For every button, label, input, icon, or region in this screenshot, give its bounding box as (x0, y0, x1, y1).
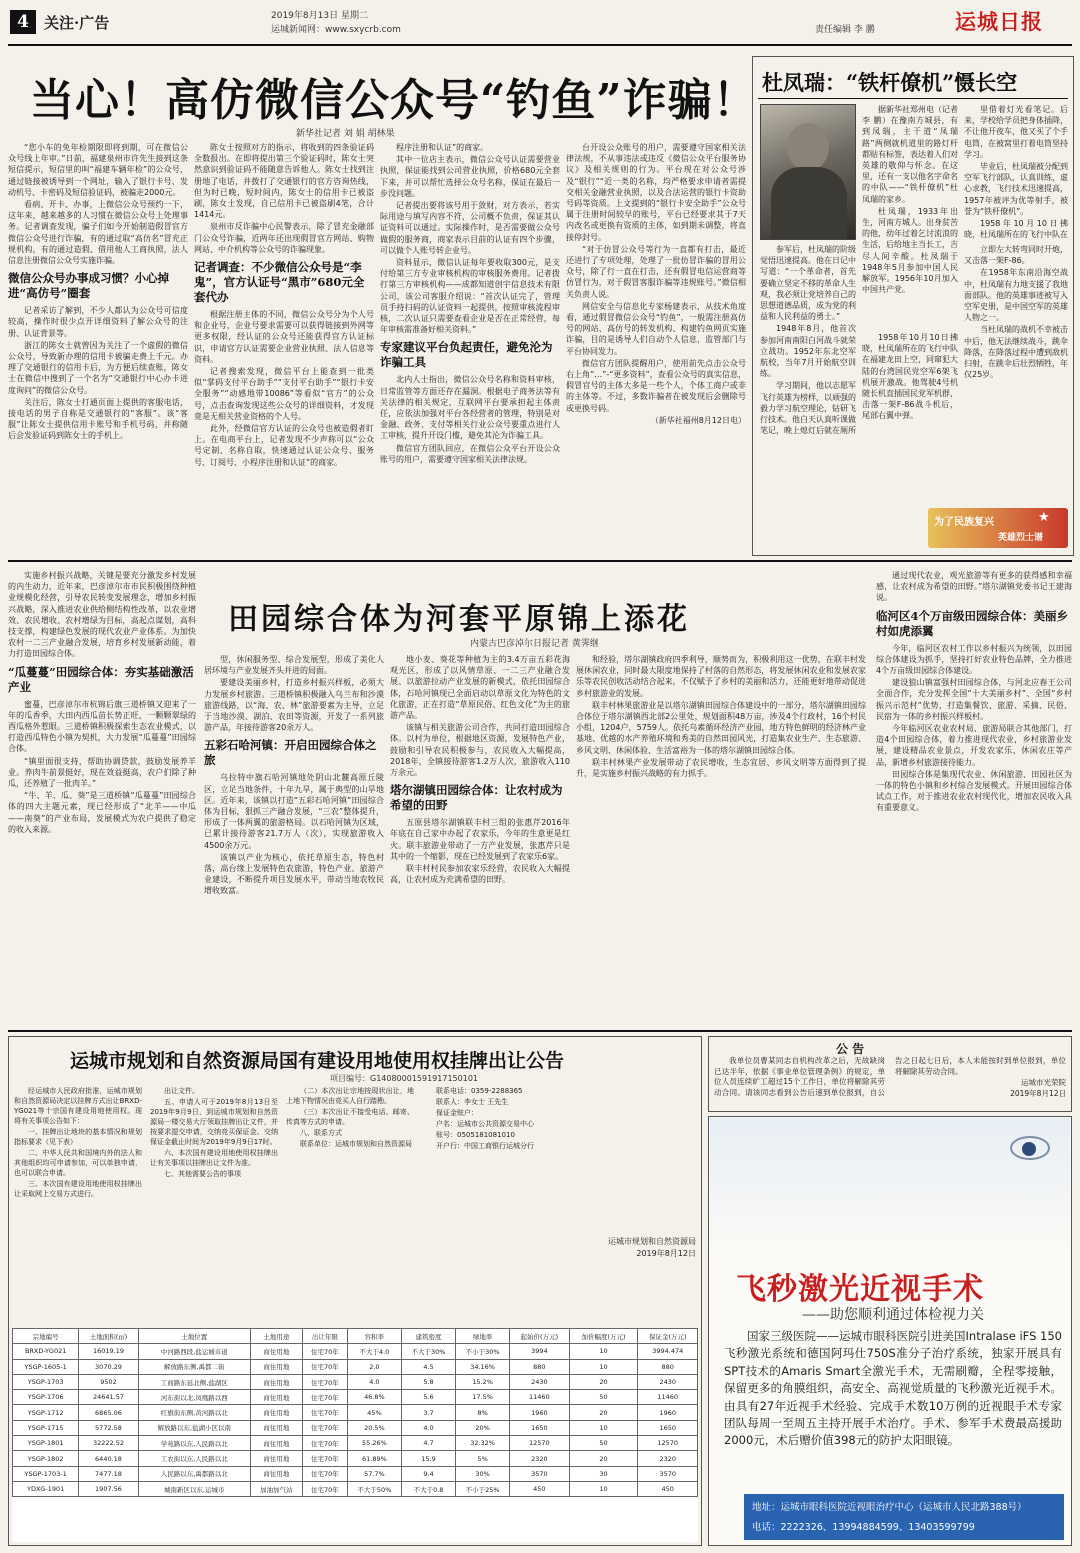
subheading: 塔尔湖镇田园综合体：让农村成为希望的田野 (390, 783, 563, 813)
table-row (13, 1451, 698, 1466)
website: 运城新闻网：www.sxycrb.com (271, 25, 401, 35)
table-cell: 解放路东侧,禹都二街 (138, 1359, 250, 1374)
story2-column-3 (576, 654, 866, 1025)
table-cell: 3994 (510, 1344, 569, 1359)
table-cell: 4.7 (401, 1436, 455, 1451)
auction-text-3 (286, 1086, 414, 1322)
table-cell: 34.16% (456, 1359, 510, 1374)
table-cell: 55.26% (347, 1436, 401, 1451)
feature-column-a (760, 244, 856, 550)
table-cell: 2.0 (347, 1359, 401, 1374)
column-header: 加价幅度(万元) (569, 1329, 638, 1344)
table-cell: 32222.52 (79, 1436, 138, 1451)
soldier-photo (760, 104, 856, 240)
editor-credit: 责任编辑 李 鹏 (815, 25, 875, 35)
table-cell: YSGP-1706 (13, 1390, 79, 1405)
paragraph: 资料显示，微信认证每年要收取300元，是支付给第三方专业审核机构的审核服务费用。记者拨打第三方审核机构——成都知道创宇信息技术有限公司，该公司客服介绍说：“首次认证完了，管理员手持扫码的认证资料一起提供，按照审核流程审核，二次认证只需要查看企业是否在正常经营，每年审核需准备好相关资料。” (380, 258, 560, 335)
auction-text-1 (14, 1086, 142, 1322)
banner-series: 英雄烈士谱 (998, 533, 1044, 543)
table-cell: 不大于30% (401, 1344, 455, 1359)
paragraph: 网信安全与信息化专家杨建表示，从技术角度看，通过假冒微信公众号“钓鱼”，一般需注册高仿号的网站、高仿号的转发机构、构建钓鱼网页实施诈骗，目的是诱导人们自动个人信息，监管部门与平台协同发力。 (566, 301, 746, 356)
table-cell: 9502 (79, 1374, 138, 1389)
table-cell: YDXG-1901 (13, 1481, 79, 1496)
table-cell: BRXD-YG021 (13, 1344, 79, 1359)
table-cell: 8% (456, 1405, 510, 1420)
land-parcel-table (12, 1328, 698, 1542)
table-cell: 不小于30% (456, 1344, 510, 1359)
paragraph: 浙江的陈女士就曾因为关注了一个虚假的微信公众号，导致新办理的信用卡被骗走费上千元。办理了交通银行的信用卡后，为方便后续查账，陈女士在微信中搜到了一个名为“交通银行中心办卡进度询问”的微信公众号。 (8, 340, 188, 395)
paragraph: 出让文件。 (164, 1087, 199, 1095)
story1-column-4 (566, 142, 746, 552)
story2-column-1 (204, 654, 384, 1025)
paragraph: 程序注册和认证”的商家。 (396, 143, 489, 152)
ad-body: 国家三级医院——运城市眼科医院引进美国Intralase iFS 150飞秒激光系统和德国阿玛仕750S准分子治疗系统，独家开展具有SPT技术的Amaris Smart全激光手术，无需刷瓣，全程零接触，保留更多的角膜组织，高安全、高视觉质量的飞秒激光近视手术。由具有27年近视手术经验、完成手术数10万例的近视眼手术专家团队每周一至周五主持开展手术治疗。手术、参军手术费最高援助2000元，术后赠价值398元的防护太阳眼镜。 (724, 1329, 1062, 1448)
paragraph: 开户行：中国工商银行运城分行 (436, 1142, 534, 1150)
table-cell: 商住用地 (250, 1374, 302, 1389)
table-cell: 城南新区以东,运城市 (138, 1481, 250, 1496)
table-cell: 商住用地 (250, 1359, 302, 1374)
paragraph: 账号：0505181081010 (436, 1131, 515, 1139)
ad-address: 地址：运城市眼科医院近视眼治疗中心（运城市人民北路388号） (752, 1502, 1027, 1513)
story2-byline: 内蒙古巴彦淖尔日报记者 黄霁继 (470, 639, 599, 649)
table-cell: 50 (569, 1390, 638, 1405)
paragraph: 今年，临河区农村工作以乡村振兴为统领，以田园综合体建设为抓手，坚持打好农业特色品牌，全力推进4个万亩级田园综合体建设。 (876, 643, 1072, 676)
table-cell: 10 (569, 1420, 638, 1435)
table-row (13, 1466, 698, 1481)
table-cell: 5.8 (401, 1374, 455, 1389)
paragraph: 毕业后，杜凤瑞被分配到空军飞行部队，认真训练，虚心求教，飞行技术迅速提高，1957年被评为优等射手，被誉为“铁杆僚机”。 (964, 162, 1068, 216)
paragraph: 据新华社郑州电（记者 李 鹏）在豫南方城县，有到凤瑞，主干道“凤瑞路”两侧就机道里的路灯杆都贴有标签，表达着人们对英雄的敬仰与怀念。在这里，还有一支以他名字命名的中队——“铁杆僚机”杜凤瑞的家乡。 (862, 105, 958, 204)
paragraph: 记者提出要将该号用于敛财，对方表示，若实际用途与填写内容不符，公司概不负责，保证其认证资料可以通过。实际操作时，是否需要做公众号做假的服务商，商家表示目前的认证有四个步骤，可以做个人账号转企业号。 (380, 201, 560, 255)
newspaper-logo: 运城日报 (955, 9, 1043, 34)
paragraph: 1948年8月，他首次参加河南南阳白河战斗就荣立战功。1952年东北空军航校，当年7月开始航空训练。 (760, 324, 856, 379)
table-cell: 6440.18 (79, 1451, 138, 1466)
table-row (13, 1481, 698, 1496)
table-cell: 57.7% (347, 1466, 401, 1481)
table-cell: 6865.06 (79, 1405, 138, 1420)
story1-column-3 (380, 142, 560, 552)
table-cell: 61.89% (347, 1451, 401, 1466)
story2-column-4 (876, 570, 1072, 1025)
table-cell: 3570 (638, 1466, 698, 1481)
table-cell: 880 (510, 1359, 569, 1374)
table-cell: 人民路以东,禹都路以北 (138, 1466, 250, 1481)
paragraph: 田园综合体是集现代农业、休闲旅游、田园社区为一体的特色小镇和乡村综合发展模式。开展田园综合体试点工作，对于推进农业农村现代化，增加农民收入具有重要意义。 (876, 769, 1072, 813)
paragraph: 陈女士按照对方的指示，将收到的四条验证码全数报出。在即将提出第三个验证码时，陈女士突然意识到验证码不能随意告诉他人。陈女士找到注册地了电话，并拨打了交通银行的官方咨询热线，但为时已晚，短时间内，陈女士的信用卡已被盗刷，陈女士发现，自己信用卡已被盗刷4笔，合计1414元。 (194, 143, 374, 220)
paragraph: 地小麦、葵花等种植为主的3.4万亩五彩花海观光区，形成了以风情草原、一二三产业融合发展、以旅游拉动产业发展的新模式，依托田园综合体，石哈河镇现已全面启动以草原文化为特色的文化旅游，正在打造“草原民俗、红色文化”为主的旅游产品。 (390, 655, 570, 721)
table-cell: 河东街以北,凤凰路以西 (138, 1390, 250, 1405)
table-cell: 10 (569, 1359, 638, 1374)
paragraph: “对于仿冒公众号等行为一直都有打击，最近还进行了专项处理，处理了一批仿冒诈骗的冒用公众号，除了行一直在打击，还有假冒电信运营商等仿冒行为，对于假冒客服诈骗等违规账号。”微信相关负责人说。 (566, 244, 746, 299)
table-cell: 5.6 (401, 1390, 455, 1405)
paragraph: 联丰村村民参加农家乐经营，农民收入大幅提高，让农村成为充满希望的田野。 (390, 864, 570, 885)
column-header: 出让年限 (302, 1329, 347, 1344)
table-cell: 住宅70年 (302, 1405, 347, 1420)
story1-column-1 (8, 142, 188, 552)
paragraph: 当杜凤瑞的战机不幸被击中后，他无法继续战斗，跳伞降落，在降落过程中遭到敌机扫射，在跳伞后壮烈牺牲，年仅25岁。 (964, 325, 1068, 380)
subheading: 五彩石哈河镇：开启田园综合体之旅 (204, 738, 377, 768)
table-cell: 30 (569, 1466, 638, 1481)
table-cell: 住宅70年 (302, 1374, 347, 1389)
paragraph: 蜜蔓，巴彦淖尔市杭锦后旗三道桥镇又迎来了一年的瓜香季，大田内西瓜苗长势正旺，一颗颗翠绿的西瓜格外惹眼。三道桥镇积极探索生态农业模式，以打造西瓜特色小镇为契机，大力发展“瓜蔓蔓”田园综合体。 (8, 699, 196, 754)
table-cell: 工农街以东,人民路以北 (138, 1451, 250, 1466)
table-cell: 商住用地 (250, 1436, 302, 1451)
column-header: 土地用途 (250, 1329, 302, 1344)
paragraph: （二）本次出让宗地按现状出让，地上地下物情况由竞买人自行踏勘。 (286, 1087, 414, 1105)
table-cell: 不大于50% (347, 1481, 401, 1496)
paragraph: 实施乡村振兴战略，关键是要充分激发乡村发展的内生动力，近年来，巴彦淖尔市市民积极围绕种植业规模化经营，引导农民转变发展理念，增加乡村振兴战略，深入推进农业供给侧结构性改革，以农业增效、农民增收、农村增绿为目标，高起点谋划，高科技支撑，构建绿色发展的现代农业产业体系。为加快农村一二三产业融合发展，培育乡村发展新动能，着力打造田园综合体。 (8, 571, 196, 659)
subheading: 记者调查：不少微信公众号是“李鬼”，官方认证号“黑市”680元全套代办 (194, 260, 365, 305)
paragraph: （三）本次出让不接受电话、邮寄、传真等方式的申请。 (286, 1108, 414, 1126)
table-cell: YSGP-1703 (13, 1374, 79, 1389)
table-cell: 7477.18 (79, 1466, 138, 1481)
paragraph: 今年临河区农业农村局、旅游局联合其他部门，打造4个田园综合体，着力推进现代农业，乡村旅游业发展，建设精品农业景点，开发农家乐、休闲农庄等产品，新增乡村旅游接待能力。 (876, 724, 1072, 767)
paragraph: 联丰村林果旅游业是以塔尔湖镇田园综合体建设中的一部分，塔尔湖镇田园综合体位于塔尔湖镇西北部2公里处，规划面积48万亩，涉及4个行政村，16个村民小组，1204户，5759人。依托乌素循环经济产业园，地方特色鲜明的经济林产业基地、优越的水产养殖环境和秀美的自然田园风光，打造集农业生产、生态旅游、乡风文明、休闲体验、生活富裕为一体的塔尔湖镇田园综合体。 (576, 700, 866, 755)
table-cell: 2320 (638, 1451, 698, 1466)
column-header: 起始价(万元) (510, 1329, 569, 1344)
story1-headline: 当心！高仿微信公众号“钓鱼”诈骗！ (30, 75, 758, 126)
table-cell: 商住用地 (250, 1451, 302, 1466)
paragraph: 台开设公众账号的用户，需要遵守国家相关法律法规，不从事违法或违反《微信公众平台服务协议》及相关规则的行为。平台现在对公众号涉及“银行”“近一类的名称，均严格要求申请者需提交相关金融营业执照，以及合法运营的银行卡资助号码等资质。上文提到的“银行卡安全助手”公众号属于注册时间较早的账号，平台已经要求其于7天内改名或更换有资质的主体，如到期未调整，将直接停封号。 (566, 143, 746, 242)
ad-decoration (710, 1118, 1070, 1254)
paragraph: 户名：运城市公共资源交易中心 (436, 1120, 534, 1128)
paragraph: “镇里面很支持，帮助协调贷款，鼓励发展养羊业。养肉牛前景挺好，现在效益挺高，农户们除了种瓜，还养殖了一批肉羊。” (8, 756, 196, 789)
table-cell: 450 (510, 1481, 569, 1496)
table-row (13, 1420, 698, 1435)
paragraph: 五原县塔尔湖镇联丰村三组的张惠芹2016年年底在自己家中办起了农家乐，今年的生意更是红火。联丰旅游业带动了一方产业发展，张惠芹只是其中的一个缩影，现在已经发展到了农家乐6家。 (390, 818, 570, 861)
table-cell: 46.8% (347, 1390, 401, 1405)
table-cell: YSGP-1801 (13, 1436, 79, 1451)
paragraph: 保证金账户： (436, 1109, 478, 1117)
table-cell: 1960 (638, 1405, 698, 1420)
paragraph: 七、其他需要公告的事项 (164, 1170, 241, 1178)
column-header: 容积率 (347, 1329, 401, 1344)
subheading: 微信公众号办事成习惯？小心掉进“高仿号”圈套 (8, 271, 169, 301)
table-cell: YSGP-1703-1 (13, 1466, 79, 1481)
table-row (13, 1405, 698, 1420)
story2-headline: 田园综合体为河套平原锦上添花 (228, 602, 690, 637)
paragraph: 关注后，陈女士打通页面上提供的客服电话，接电话的男子自称是交通银行的“客服”。该“客服”让陈女士提供信用卡账号和手机号码，并称随后会发验证码到陈女士的手机上。 (8, 397, 188, 441)
column-header: 土地位置 (138, 1329, 250, 1344)
table-cell: 450 (638, 1481, 698, 1496)
table-cell: 住宅70年 (302, 1359, 347, 1374)
section-label: 关注·广告 (44, 14, 110, 32)
auction-text-4 (422, 1086, 550, 1322)
table-cell: 32.32% (456, 1436, 510, 1451)
paragraph: 记者搜索发现，微信平台上能查到一批类似“掌码支付平台助手”“支付平台助手”“银行卡安全服务”“动感地带10086”等看似“官方”的公众号，点击查询发现这些公众号的详细资料，才发现竟是无相关营业资格的个人号。 (194, 367, 374, 421)
paragraph: 五、申请人可于2019年8月13日至2019年9月9日，到运城市规划和自然资源局一楼交易大厅领取挂牌出让文件，并按要求提交申请，交纳竞买保证金。交纳保证金截止时间为2019年9月9日17时。 (150, 1098, 278, 1146)
table-cell: 12570 (510, 1436, 569, 1451)
feature-column-c (862, 332, 958, 502)
story1-byline: 新华社记者 刘 娟 胡林果 (296, 129, 395, 139)
issuer: 运城市规划和自然资源局 (608, 1237, 696, 1246)
table-cell: 商住用地 (250, 1405, 302, 1420)
ad-title: 飞秒激光近视手术 (736, 1272, 984, 1307)
notice-body (714, 1056, 1066, 1108)
feature-column-b (964, 244, 1068, 504)
paragraph: 联系人：李女士 王先生 (436, 1098, 509, 1106)
table-cell: 1960 (510, 1405, 569, 1420)
table-cell: 不小于25% (456, 1481, 510, 1496)
table-cell: 4.0 (347, 1374, 401, 1389)
table-cell: 工商路东延北侧,盐湖区 (138, 1374, 250, 1389)
table-cell: YSGP-1605-1 (13, 1359, 79, 1374)
table-cell: 中河路西段,盐运城市道 (138, 1344, 250, 1359)
paragraph: 六、本次国有建设用地使用权挂牌出让有关事项以挂牌出让文件为准。 (150, 1149, 278, 1167)
paragraph: 参军后，杜凤瑞的阶级觉悟迅速提高。他在日记中写道：“一个革命者，首先要确立坚定不移的革命人生观，我必须让党培养自己的思想道德品质，成为党的利益和人民利益的勇士。” (760, 245, 856, 322)
story2-column-0 (8, 570, 196, 1025)
table-cell: 商住用地 (250, 1344, 302, 1359)
page-number: 4 (10, 10, 36, 34)
paragraph: 其中一位店主表示，微信公众号认证需要营业执照，保证能找到公司营业执照，价格680元全套下来，并可以帮忙选择公众号名称，保证在最后一步没问题。 (380, 155, 560, 198)
notice-date: 2019年8月12日 (1010, 1088, 1066, 1098)
auction-title: 运城市规划和自然资源局国有建设用地使用权挂牌出让公告 (70, 1050, 565, 1072)
table-cell: 880 (638, 1359, 698, 1374)
paragraph: 杜凤瑞，1933年出生，河南方城人。出身贫苦的他，幼年过着乞讨流浪的生活，后给地主当长工，吉尽人间辛酸。杜凤瑞于1948年5月参加中国人民解放军。1956年10月加入中国共产党。 (862, 206, 958, 295)
paragraph: 和经验，塔尔湖镇政府四季利导，顺势而为，积极利用这一优势，在联丰村发展休闲农业，同时最大限度地保持了村落的自然形态，将发展休闲农业和发展农家乐等农民创收活动结合起来，不仅赋予了乡村的美丽和活力，还能更好地带动促进乡村旅游业的发展。 (576, 655, 866, 698)
table-cell: 45% (347, 1405, 401, 1420)
paragraph: 联系单位：运城市规划和自然资源局 (300, 1140, 412, 1148)
table-cell: 12570 (638, 1436, 698, 1451)
table-cell: 1650 (638, 1420, 698, 1435)
table-cell: 20% (456, 1420, 510, 1435)
notice-signature: 运城市光荣院 (1021, 1078, 1066, 1087)
feature-right-column (964, 104, 1068, 240)
table-row (13, 1436, 698, 1451)
table-cell: 9.4 (401, 1466, 455, 1481)
subheading: 专家建议平台负起责任，避免沦为诈骗工具 (380, 340, 553, 370)
table-cell: 11460 (638, 1390, 698, 1405)
paragraph: 1958年10月10日拂晓，杜凤瑞所在的飞行中队在福建龙田上空，同窜犯大陆的台湾国民党空军6架飞机展开激战。他驾驶4号机随长机直插国民党军机群，击落一架F-86战斗机后，尾部右翼中弹。 (862, 333, 958, 421)
paragraph: 此外，经微信官方认证的公众号也被造假者盯上。在电商平台上，记者发现不少声称可以“公众号定制、名称自取，快速通过认证公众号、服务号、订阅号、小程序注册和认证”的商家。 (194, 424, 374, 467)
issue-date: 2019年8月13日 星期二 (271, 11, 368, 21)
paragraph: 里借着灯光看笔记。后来，学校给学员把身体插降，不让他开夜车，他又买了个手电筒，在被窝里打着电筒坚持学习。 (964, 105, 1068, 159)
table-cell: 4.5 (401, 1359, 455, 1374)
table-cell: 50 (569, 1436, 638, 1451)
paragraph: “牛、羊、瓜、葵”是三道桥镇“瓜蔓蔓”田园综合体的四大主题元素，现已经形成了“北羊——中瓜——南葵”的产业布局，发展模式为农户提供了稳定的收入来源。 (8, 791, 196, 834)
table-cell: 30% (456, 1466, 510, 1481)
masthead (0, 0, 1080, 44)
table-cell: 不大于4.0 (347, 1344, 401, 1359)
table-cell: 3.7 (401, 1405, 455, 1420)
table-cell: 10 (569, 1344, 638, 1359)
ad-phone: 电话：2222326、13994884599、13403599799 (752, 1522, 975, 1533)
paragraph: 经运城市人民政府批准，运城市规划和自然资源局决定以挂牌方式出让BRXD-YG021等十宗国有建设用地使用权。现将有关事项公告如下： (14, 1087, 142, 1125)
table-cell: 16019.19 (79, 1344, 138, 1359)
table-cell: 5772.58 (79, 1420, 138, 1435)
ad-contact-bar (744, 1494, 1064, 1540)
paragraph: 该镇与相关旅游公司合作，共同打造田园综合体。以村为单位，根据地区资源，发展特色产业，鼓励和引导农民积极参与，农民收入大幅提高，2018年，全镇接待游客1.2万人次，旅游收入110万余元。 (390, 723, 570, 778)
table-cell: 1907.56 (79, 1481, 138, 1496)
auction-text-2 (150, 1086, 278, 1322)
table-cell: 3570 (510, 1466, 569, 1481)
table-cell: 加油加气站 (250, 1481, 302, 1496)
table-cell: 5% (456, 1451, 510, 1466)
table-cell: YSGP-1802 (13, 1451, 79, 1466)
paragraph: 看病、开卡、办事，上微信公众号预约一下，这年来，越来越多的人习惯在微信公众号上处理事务。记者调查发现，骗子们如今开始制造假冒官方微信公众号进行诈骗，有的通过取“高仿名”冒充正规机构，有的通过造假、借用他人工商执照，法人信息注册微信公众号实施诈骗。 (8, 200, 188, 266)
column-header: 宗地编号 (13, 1329, 79, 1344)
table-cell: 住宅70年 (302, 1420, 347, 1435)
table-cell: 20.5% (347, 1420, 401, 1435)
table-cell: 2320 (510, 1451, 569, 1466)
dateline: （新华社福州8月12日电） (650, 415, 746, 425)
story2-column-2 (390, 654, 570, 1025)
paragraph: 乌拉特中旗石哈河镇地处阴山北麓高原丘陵区，立足当地条件，十年九旱，属于典型的山旱地区。近年来，该镇以打造“五彩石哈河镇”田园综合体为目标，狠抓三产融合发展，“三农”整体提升，形成了一体两翼的旅游格局。以石哈河镇为区域，已累计接待游客21.7万人（次），实现旅游收入4500余万元。 (204, 773, 384, 850)
paragraph: 该镇以产业为核心，依托草原生态，特色村落，高台缘上发展特色农旅游，特色产业、旅游产业建设，不断提升项目发展水平，带动当地农牧民增收致富。 (204, 852, 384, 896)
paragraph: 联丰村林果产业发展带动了农民增收，生态宜居、乡风文明等方面得到了提升，是实施乡村振兴战略的有力抓手。 (576, 757, 866, 779)
table-cell: 住宅70年 (302, 1390, 347, 1405)
table-row (13, 1359, 698, 1374)
table-cell: 3994.474 (638, 1344, 698, 1359)
table-cell: YSGP-1715 (13, 1420, 79, 1435)
paragraph: “您小车的免年检期限即将到期，可在微信公众号线上年审。”日前，福建泉州市许先生接到这条短信提示，短信里的叫“福建车辆年检”的公众号，通过链接被诱导到一个网址，输入了银行卡号、发动机号、卡密码及短信验证码，被骗走2000元。 (8, 143, 188, 197)
banner-slogan: 为了民族复兴 (934, 517, 994, 528)
paragraph: 记者采访了解到，不少人都认为公众号可信度较高，操作时很少点开详细资料了解公众号的注册、认证背景等。 (8, 306, 188, 338)
table-cell: 不大于0.8 (401, 1481, 455, 1496)
table-cell: 20 (569, 1451, 638, 1466)
table-cell: 15.9 (401, 1451, 455, 1466)
paragraph: 要建设美丽乡村，打造乡村振兴样板，必须大力发展乡村旅游。三道桥镇积极融入乌兰布和沙漠旅游线路，以“海、农、林”旅游要素为主导，立足于当地沙漠、湖泊、农田等资源，开发了一系列旅游产品，年接待游客20余万人。 (204, 678, 384, 733)
paragraph: 建设狼山镇富强村田园综合体，与河北应春王公司全面合作，充分发挥全国“十大美丽乡村”、全国“乡村振兴示范村”优势，打造集餐饮、旅游、采摘、民俗、民宿为一体的乡村振兴样板村。 (876, 678, 1072, 721)
table-row (13, 1390, 698, 1405)
notice-title: 公 告 (836, 1042, 865, 1056)
table-cell: 住宅70年 (302, 1344, 347, 1359)
table-header-row (13, 1329, 698, 1344)
paragraph: 泉州市反诈骗中心民警表示，除了冒充金融部门公众号诈骗，近两年还出现假冒官方网站、购物网站、中介机构等公众号的诈骗现象。 (194, 222, 374, 254)
table-cell: 住宅70年 (302, 1481, 347, 1496)
paragraph: 八、联系方式 (300, 1129, 342, 1137)
heroes-banner (928, 508, 1068, 548)
table-cell: 1650 (510, 1420, 569, 1435)
table-cell: 4.0 (401, 1420, 455, 1435)
feature-lead (862, 104, 958, 328)
paragraph: 学习期间，他以志愿军飞行英雄为榜样，以顽强的毅力学习航空理论，钻研飞行技术。他白天认真听课做笔记，晚上熄灯后就在厕所 (760, 381, 856, 436)
paragraph: 根据注册主体的不同，微信公众号分为个人号和企业号，企业号要求需要可以获得链接到外网等更多权限，经认证的公众号还能获得官方认证标识，申请官方认证需要企业营业执照、法人信息等资料。 (194, 310, 374, 364)
table-cell: 2430 (510, 1374, 569, 1389)
table-cell: 商住用地 (250, 1420, 302, 1435)
table-cell: 15.2% (456, 1374, 510, 1389)
column-header: 土地面积(㎡) (79, 1329, 138, 1344)
subheading: 临河区4个万亩级田园综合体：美丽乡村如虎添翼 (876, 608, 1068, 638)
table-cell: 24641.57 (79, 1390, 138, 1405)
table-cell: 住宅70年 (302, 1466, 347, 1481)
table-cell: 红旗街东侧,黄河路以北 (138, 1405, 250, 1420)
table-cell: 20 (569, 1374, 638, 1389)
paragraph: 立即左大转弯同时开炮，又击落一架F-86。 (964, 245, 1068, 266)
project-number: 项目编号：G14080001591917150101 (330, 1074, 478, 1083)
paragraph: 1958年10月10日拂晓，杜凤瑞所在的飞行中队在 (964, 219, 1068, 240)
table-cell: 商住用地 (250, 1466, 302, 1481)
table-cell: 11460 (510, 1390, 569, 1405)
table-cell: 学苑路以东,人民路以北 (138, 1436, 250, 1451)
paragraph: 在1958年东南沿海空战中，杜凤瑞有力地支援了我地面部队。他的英雄事迹被写入空军史册，是中国空军的英雄人物之一。 (964, 268, 1068, 323)
table-cell: 住宅70年 (302, 1436, 347, 1451)
column-header: 建筑密度 (401, 1329, 455, 1344)
auction-signature (558, 1236, 696, 1276)
table-row (13, 1374, 698, 1389)
issue-date: 2019年8月12日 (636, 1249, 696, 1258)
paragraph: 通过现代农业，观光旅游等有更多的获得感和幸福感，让农村成为希望的田野。”塔尔湖镇党委书记王建海说。 (876, 571, 1072, 603)
ad-subtitle: ——助您顺利通过体检视力关 (802, 1307, 984, 1323)
table-cell: 10 (569, 1481, 638, 1496)
feature-headline: 杜凤瑞：“铁杆僚机”慑长空 (762, 70, 1018, 95)
paragraph: 微信官方团队回应，在微信公众平台开设公众账号的用户，需要遵守国家相关法律法规。 (380, 443, 560, 464)
table-cell: 17.5% (456, 1390, 510, 1405)
paragraph: 一、挂牌出让地块的基本情况和规划指标要求（见下表） (14, 1128, 142, 1146)
subheading: “瓜蔓蔓”田园综合体：夯实基础激活产业 (8, 664, 194, 694)
table-cell: 2430 (638, 1374, 698, 1389)
table-row (13, 1344, 698, 1359)
paragraph: 型，休闲服务型、综合发展型，形成了美化人居环境与产业发展齐头并进的局面。 (204, 655, 384, 676)
table-cell: 商住用地 (250, 1390, 302, 1405)
paragraph: 北内人士指出，微信公众号名称和资料审核，日常监管等方面还存在漏洞。根据电子商务法等有关法律的相关规定，互联网平台要承担起主体责任，应依法加强对平台各经营者的管理，特别是对金融、政务、支付等相关行业公众号要重点进行人工审核，提升开设门槛，避免其沦为诈骗工具。 (380, 375, 560, 441)
story1-column-2 (194, 142, 374, 552)
star-icon: ★ (1038, 510, 1050, 525)
paragraph: 二、中华人民共和国境内外的法人和其他组织均可申请参加，可以单独申请，也可以联合申请。 (14, 1149, 142, 1177)
paragraph: 联系电话：0359-2288365 (436, 1087, 523, 1095)
paragraph: 我单位员曹某同志自机构改革之后，无故缺岗已达半年，依据《事业单位管理条例》的规定，单位人员连续旷工超过15个工作日，单位将解除其劳动合同。请该同志看到公告后速到单位报到，自公告之日起七日后，本人未能按时到单位报到，单位将解除其劳动合同。 (714, 1056, 1066, 1097)
table-cell: YSGP-1712 (13, 1405, 79, 1420)
table-cell: 3070.29 (79, 1359, 138, 1374)
column-header: 绿地率 (456, 1329, 510, 1344)
paragraph: 微信官方团队提醒用户，使用前先点击公众号右上角“…”-“更多资料”，查看公众号的真实信息，假冒官号的主体大多是一些个人，个体工商户或非的主体等。不过，多数诈骗者在被发现后会删除号或更换号码。 (566, 358, 746, 413)
paragraph: 三、本次国有建设用地使用权挂牌出让采取网上交易方式进行。 (14, 1180, 142, 1198)
column-header: 保证金(万元) (638, 1329, 698, 1344)
table-cell: 20 (569, 1405, 638, 1420)
table-cell: 解放路以东,盐湖小区以南 (138, 1420, 250, 1435)
table-cell: 住宅70年 (302, 1451, 347, 1466)
